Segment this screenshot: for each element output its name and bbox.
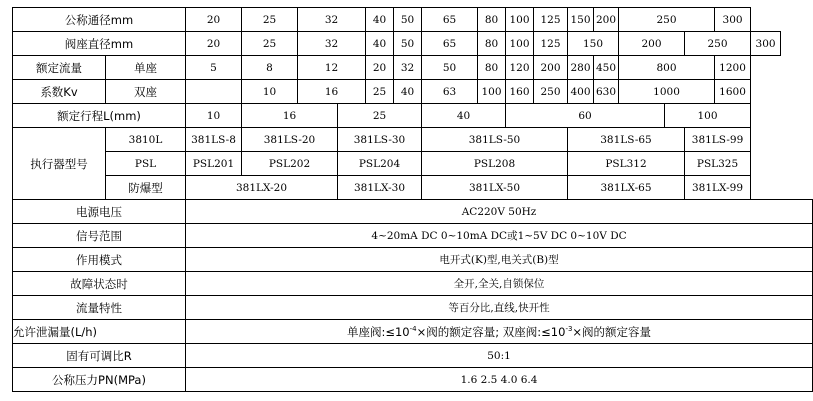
kv-double-cell: 250 (534, 80, 568, 104)
kv-single-cell: 80 (478, 56, 506, 80)
stroke-cell: 25 (338, 104, 422, 128)
actuator-3810l-cell: 381LS-30 (338, 128, 422, 152)
row-fault-state (13, 272, 813, 296)
seat-cell: 32 (298, 32, 366, 56)
seat-cell: 20 (186, 32, 242, 56)
actuator-ex-cell: 381LX-99 (685, 176, 751, 200)
allowable-leakage-value (186, 320, 813, 344)
label-actuator: 执行器型号 (13, 128, 106, 200)
row-actuator-explosion-proof (13, 176, 813, 200)
label-signal-range: 信号范围 (13, 224, 186, 248)
actuator-3810l-cell: 381LS-20 (242, 128, 338, 152)
row-nominal-pressure (13, 368, 813, 392)
kv-double-cell: 630 (594, 80, 619, 104)
label-psl: PSL (106, 152, 186, 176)
actuator-ex-cell: 381LX-20 (186, 176, 338, 200)
kv-double-cell: 10 (242, 80, 298, 104)
actuator-psl-cell: PSL208 (422, 152, 568, 176)
leakage-text-c: ×阀的额定容量 (572, 324, 652, 339)
kv-double-cell: 40 (394, 80, 422, 104)
actuator-psl-cell: PSL201 (186, 152, 242, 176)
seat-cell: 25 (242, 32, 298, 56)
dn-cell: 150 (568, 8, 594, 32)
actuator-psl-cell: PSL312 (568, 152, 685, 176)
seat-cell: 50 (394, 32, 422, 56)
rangeability-value: 50:1 (186, 344, 813, 368)
kv-double-cell: 100 (478, 80, 506, 104)
flow-characteristic-value: 等百分比,直线,快开性 (186, 296, 813, 320)
label-3810l: 3810L (106, 128, 186, 152)
kv-single-cell: 20 (366, 56, 394, 80)
kv-single-cell: 280 (568, 56, 594, 80)
kv-double-cell: 1600 (715, 80, 751, 104)
kv-single-cell: 200 (534, 56, 568, 80)
label-explosion-proof: 防爆型 (106, 176, 186, 200)
label-double-seat: 双座 (106, 80, 186, 104)
power-supply-value: AC220V 50Hz (186, 200, 813, 224)
row-action-mode (13, 248, 813, 272)
leakage-text-a: 单座阀:≤10 (346, 324, 410, 339)
label-seat-diameter: 阀座直径mm (13, 32, 186, 56)
fault-state-value: 全开,全关,自锁保位 (186, 272, 813, 296)
stroke-cell: 100 (665, 104, 751, 128)
kv-single-cell: 5 (186, 56, 242, 80)
dn-cell: 32 (298, 8, 366, 32)
kv-single-cell: 120 (506, 56, 534, 80)
kv-double-cell: 160 (506, 80, 534, 104)
seat-cell: 65 (422, 32, 478, 56)
label-power-supply: 电源电压 (13, 200, 186, 224)
leakage-text-b: ×阀的额定容量; 双座阀:≤10 (416, 324, 566, 339)
kv-double-cell: 63 (422, 80, 478, 104)
actuator-psl-cell: PSL202 (242, 152, 338, 176)
dn-cell: 50 (394, 8, 422, 32)
label-kv-2: 系数Kv (13, 80, 106, 104)
kv-double-cell: 1000 (619, 80, 715, 104)
leakage-exponent-1: -4 (409, 324, 417, 333)
label-single-seat: 单座 (106, 56, 186, 80)
kv-single-cell: 450 (594, 56, 619, 80)
row-power-supply (13, 200, 813, 224)
label-kv-1: 额定流量 (13, 56, 106, 80)
stroke-cell: 40 (422, 104, 506, 128)
spec-table (12, 7, 813, 392)
actuator-ex-cell: 381LX-30 (338, 176, 422, 200)
action-mode-value: 电开式(K)型,电关式(B)型 (186, 248, 813, 272)
dn-cell: 65 (422, 8, 478, 32)
stroke-cell: 60 (506, 104, 665, 128)
actuator-ex-cell: 381LX-50 (422, 176, 568, 200)
label-nominal-diameter: 公称通径mm (13, 8, 186, 32)
dn-cell: 300 (715, 8, 751, 32)
kv-single-cell: 12 (298, 56, 366, 80)
seat-cell: 250 (685, 32, 751, 56)
signal-range-value: 4~20mA DC 0~10mA DC或1~5V DC 0~10V DC (186, 224, 813, 248)
row-rated-stroke (13, 104, 813, 128)
kv-single-cell: 50 (422, 56, 478, 80)
row-rangeability (13, 344, 813, 368)
dn-cell: 80 (478, 8, 506, 32)
seat-cell: 80 (478, 32, 506, 56)
stroke-cell: 10 (186, 104, 242, 128)
seat-cell: 150 (568, 32, 619, 56)
seat-cell: 200 (619, 32, 685, 56)
stroke-cell: 16 (242, 104, 338, 128)
leakage-exponent-2: -3 (565, 324, 573, 333)
actuator-3810l-cell: 381LS-8 (186, 128, 242, 152)
actuator-3810l-cell: 381LS-50 (422, 128, 568, 152)
row-allowable-leakage (13, 320, 813, 344)
seat-cell: 100 (506, 32, 534, 56)
kv-single-cell: 32 (394, 56, 422, 80)
label-fault-state: 故障状态时 (13, 272, 186, 296)
dn-cell: 100 (506, 8, 534, 32)
row-kv-single (13, 56, 813, 80)
dn-cell: 200 (594, 8, 619, 32)
row-signal-range (13, 224, 813, 248)
kv-single-cell: 800 (619, 56, 715, 80)
kv-double-cell: 400 (568, 80, 594, 104)
seat-cell: 40 (366, 32, 394, 56)
actuator-3810l-cell: 381LS-99 (685, 128, 751, 152)
label-allowable-leakage: 允许泄漏量(L/h) (13, 320, 186, 344)
kv-double-cell: 25 (366, 80, 394, 104)
kv-double-cell: 16 (298, 80, 366, 104)
kv-double-empty (186, 80, 242, 104)
actuator-3810l-cell: 381LS-65 (568, 128, 685, 152)
row-flow-characteristic (13, 296, 813, 320)
kv-single-cell: 8 (242, 56, 298, 80)
label-flow-characteristic: 流量特性 (13, 296, 186, 320)
label-rated-stroke: 额定行程L(mm) (13, 104, 186, 128)
row-seat-diameter (13, 32, 813, 56)
row-actuator-psl (13, 152, 813, 176)
kv-single-cell: 1200 (715, 56, 751, 80)
dn-cell: 20 (186, 8, 242, 32)
label-action-mode: 作用模式 (13, 248, 186, 272)
dn-cell: 40 (366, 8, 394, 32)
actuator-psl-cell: PSL325 (685, 152, 751, 176)
dn-cell: 125 (534, 8, 568, 32)
seat-cell: 125 (534, 32, 568, 56)
row-nominal-diameter (13, 8, 813, 32)
actuator-ex-cell: 381LX-65 (568, 176, 685, 200)
label-nominal-pressure: 公称压力PN(MPa) (13, 368, 186, 392)
row-kv-double (13, 80, 813, 104)
seat-cell: 300 (751, 32, 781, 56)
actuator-psl-cell: PSL204 (338, 152, 422, 176)
row-actuator-3810l (13, 128, 813, 152)
label-rangeability: 固有可调比R (13, 344, 186, 368)
dn-cell: 250 (619, 8, 715, 32)
nominal-pressure-value: 1.6 2.5 4.0 6.4 (186, 368, 813, 392)
dn-cell: 25 (242, 8, 298, 32)
